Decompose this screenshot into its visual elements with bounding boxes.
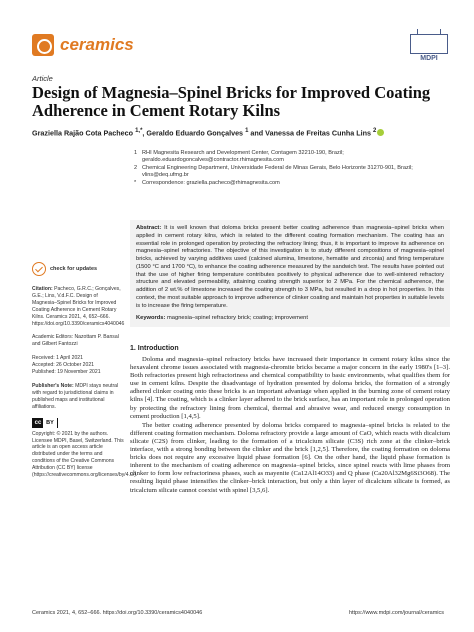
keywords-label: Keywords: (136, 315, 166, 322)
footer-citation[interactable]: Ceramics 2021, 4, 652–666. https://doi.org/10.3390/ceramics4040046 (32, 610, 203, 616)
affiliation-text: Chemical Engineering Department, Universidade Federal de Minas Gerais, Belo Horizonte 31270-901, Brazil; vlins@deq.ufmg.br (142, 164, 413, 179)
paragraph: Doloma and magnesia–spinel refractory bricks have increased their importance in cement rotary kilns since the hexavalent chrome issues associated with magnesia-chromite bricks became a major concern in the early 1980's [1–3]. Both refractories present high refractoriness and chemical compatibility to basic environments, what qualifies them for use in cement kilns. Despite the disadvantage of hydration presented by doloma bricks, the formation of a strongly adhered clinker coating onto these bricks is an important advantage when applied in the burning zone of cement rotary kilns [4]. The coating, which is a clinker layer adhered to the brick surface, has an important role in prolonged operation by protecting the refractory lining from chemical, thermal and abrasive wear, and reduced energy consumption in cement production [1,4,5]. (130, 356, 450, 420)
affiliation-text: RHI Magnesita Research and Development Center, Contagem 32210-190, Brazil; geraldo.eduardogoncalves@contractor.rhimagnesita.com (142, 150, 344, 164)
dates-block (32, 355, 124, 376)
affiliation-item: * Correspondence: graziella.pacheco@rhimagnesita.com (134, 179, 280, 186)
keywords (136, 315, 444, 321)
citation-label: Citation: (32, 286, 53, 292)
cc-icon: cc (34, 419, 42, 426)
author-name[interactable]: and Vanessa de Freitas Cunha Lins (248, 128, 374, 138)
publisher-note (32, 383, 124, 411)
copyright-text: Copyright: © 2021 by the authors. Licensee MDPI, Basel, Switzerland. This article is an open access article distributed under the terms and conditions of the Creative Commons Attribution (CC BY) license (https://creativecommons.org/licenses/by/4.0/). (32, 430, 138, 479)
journal-logo[interactable] (32, 34, 134, 56)
abstract-text: It is well known that doloma bricks present better coating adherence than magnesia–spinel bricks when applied in cement rotary kilns, which is related to the different coating formation mechanism. The coating has an essential role in prolonged operation by protecting the refractory lining; thus, it is important to improve its adherence on magnesia–spinel refractories. The objective of this investigation is to study different compositions of magnesia–spinel bricks, achieved by varying additives used (calcined alumina, limestone, hematite and zirconia) and firing temperature (1500 °C and 1700 °C), to enhance the coating adherence measured by the sandwich test. The results have pointed out that the use of higher firing temperature contributes positively to physical adherence due to well-sintered refractory structure and elevated permeability, attaining coating strength superior to 2 MPa. For the chemical adherence, the addition of 2 wt.% of limestone increased the coating strength to 3 MPa, but resulted in a drop in hot properties. In this context, the most suitable approach to improve adherence of clinker coating and maintain hot properties in suitable levels is to increase the firing temperature. (136, 225, 444, 309)
author-name[interactable]: Graziella Rajão Cota Pacheco (32, 128, 136, 138)
abstract-box (130, 220, 450, 327)
author-name[interactable]: , Geraldo Eduardo Gonçalves (142, 128, 246, 138)
author-list (32, 128, 452, 137)
check-updates-button[interactable] (32, 262, 124, 276)
academic-editors: Academic Editors: Nazottam P. Bansal and Gilbert Fantozzi (32, 334, 119, 348)
article-info-sidebar (32, 262, 138, 486)
author-affil-mark: 1 (245, 128, 249, 134)
ceramics-logo-icon (32, 34, 54, 56)
paragraph: The better coating adherence presented by doloma bricks compared to magnesia–spinel bricks is related to the different coating formation mechanism. Doloma refractory provide a large amount of CaO, which reacts with dicalcium silicate (C2S) from clinker, leading to the formation of a tricalcium silicate (C3S) rich zone at the clinker–brick interface, with a strong bonding between the clinker and the brick [1,2,5]. Therefore, the coating formation on doloma bricks does not require any excessive liquid phase formation [6]. On the other hand, the liquid phase formation is inherent to the mechanism of coating adherence on magnesia–spinel bricks, since spinel reacts with lime phases from clinker to form low refractoriness phases, such as mayenite (Ca12Al14O33) and Q phase (Ca20Al32Mg6Si3O68). The resulting liquid phase intensifies the clinker–brick interaction, but only a thin layer of dicalcium silicate is formed, as tricalcium silicate cannot coexist with spinel [3,5,6]. (130, 421, 450, 494)
journal-name: ceramics (60, 35, 134, 54)
cc-by-icon: BY (43, 418, 57, 428)
abstract (136, 225, 444, 310)
author-affil-mark: 1,* (135, 128, 143, 134)
check-updates-label: check for updates (50, 266, 98, 272)
citation-block (32, 286, 124, 327)
keywords-text: magnesia–spinel refractory brick; coating; improvement (167, 315, 308, 322)
check-updates-icon (32, 262, 46, 276)
publisher-logo[interactable] (410, 34, 448, 62)
page-footer (32, 610, 444, 616)
abstract-label: Abstract: (136, 225, 162, 231)
affiliations (134, 150, 444, 187)
correspondence-text[interactable]: Correspondence: graziella.pacheco@rhimagnesita.com (142, 179, 280, 186)
paper-title: Design of Magnesia–Spinel Bricks for Improved Coating Adherence in Cement Rotary Kilns (32, 83, 431, 120)
article-type: Article (32, 74, 53, 83)
mdpi-logo-icon (410, 34, 448, 54)
orcid-icon[interactable] (377, 129, 384, 136)
section-heading: 1. Introduction (130, 345, 179, 352)
author-affil-mark: 2 (373, 128, 377, 134)
received-date: Received: 1 April 2021 (32, 355, 83, 362)
accepted-date: Accepted: 26 October 2021 (32, 362, 95, 369)
citation-text[interactable]: Pacheco, G.R.C.; Gonçalves, G.E.; Lins, V.d.F.C. Design of Magnesia–Spinel Bricks for Improved Coating Adherence in Cement Rotary Kilns. Ceramics 2021, 4, 652–666. https://doi.org/10.3390/ceramics4040046 (32, 286, 125, 327)
body-text (130, 356, 450, 496)
publisher-note-text: MDPI stays neutral with regard to jurisdictional claims in published maps and institutional affiliations. (32, 382, 119, 410)
footer-journal-url[interactable]: https://www.mdpi.com/journal/ceramics (348, 610, 444, 616)
publisher-name: MDPI (420, 55, 438, 62)
affiliation-item: 2 Chemical Engineering Department, Universidade Federal de Minas Gerais, Belo Horizonte 31270-901, Brazil; vlins@deq.ufmg.br (134, 165, 444, 180)
affiliation-item: 1 RHI Magnesita Research and Development Center, Contagem 32210-190, Brazil; geraldo.eduardogoncalves@contractor.rhimagnesita.com (134, 150, 444, 165)
published-date: Published: 19 November 2021 (32, 369, 101, 376)
cc-license-badge[interactable] (32, 418, 58, 428)
publisher-note-label: Publisher's Note: (32, 382, 74, 389)
